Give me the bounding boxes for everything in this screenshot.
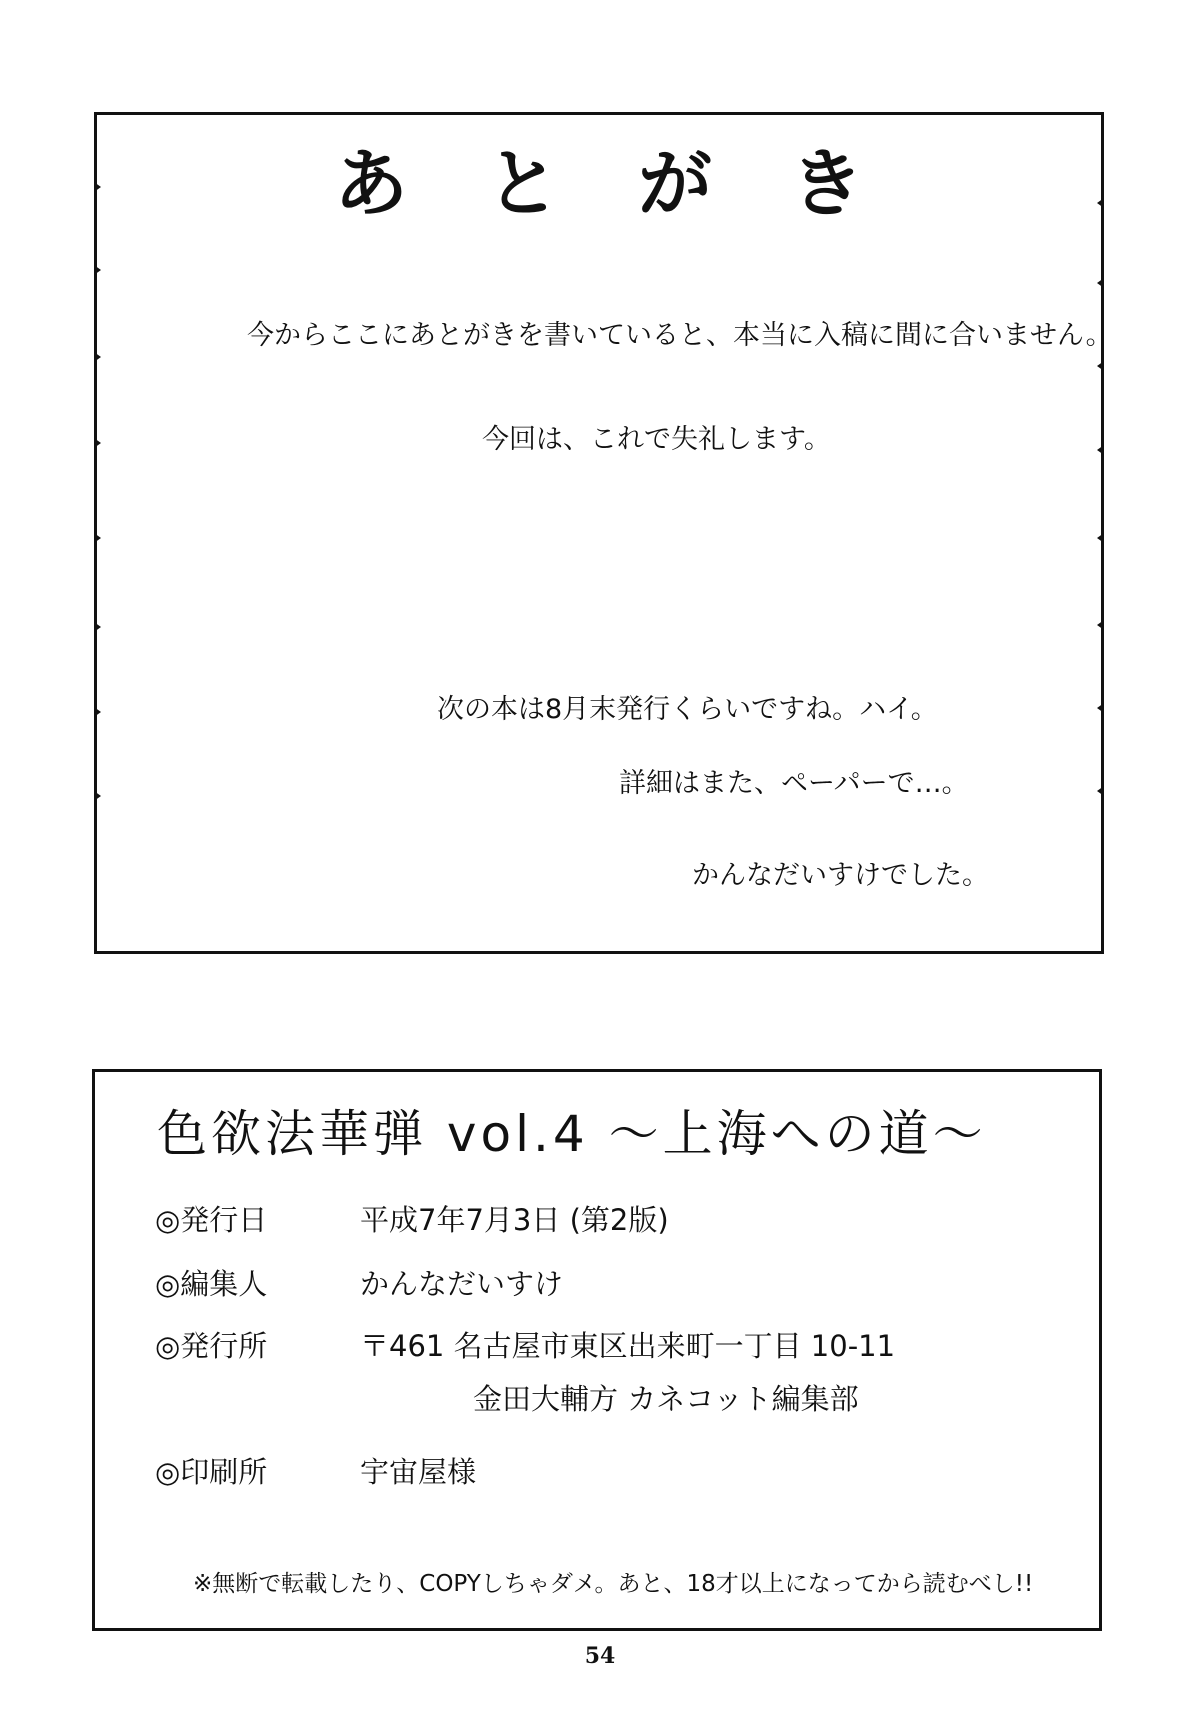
row-value: かんなだいすけ: [360, 1267, 564, 1301]
afterword-box: [94, 112, 1113, 954]
afterword-line: 今回は、これで失礼します。: [482, 424, 831, 455]
border-tab-mark: [94, 533, 101, 543]
publisher-row: [155, 1324, 895, 1365]
colophon-box: [92, 1069, 1102, 1631]
afterword-line: 今からここにあとがきを書いていると、本当に入稿に間に合いません。: [247, 320, 1113, 351]
border-tab-mark: [94, 707, 101, 717]
afterword-line: 詳細はまた、ペーパーで…。: [619, 768, 969, 799]
border-tab-mark: [94, 352, 101, 362]
row-label: ◎印刷所: [155, 1455, 268, 1489]
row-value: 平成7年7月3日 (第2版): [360, 1203, 669, 1237]
border-tab-mark: [1097, 786, 1104, 796]
page-number: 54: [584, 1643, 616, 1669]
afterword-line: 次の本は8月末発行くらいですね。ハイ。: [437, 694, 938, 725]
border-tab-mark: [1097, 361, 1104, 371]
border-tab-mark: [94, 622, 101, 632]
row-value: 〒461 名古屋市東区出来町一丁目 10-11: [360, 1329, 896, 1363]
copyright-warning: ※無断で転載したり、COPYしちゃダメ。あと、18才以上になってから読むべし!!: [193, 1571, 1034, 1597]
border-tab-mark: [1097, 620, 1104, 630]
publication-date-row: [155, 1198, 669, 1239]
border-tab-mark: [1097, 278, 1104, 288]
editor-row: [155, 1262, 563, 1303]
row-value: 宇宙屋様: [360, 1455, 477, 1489]
border-tab-mark: [94, 791, 101, 801]
row-label: ◎発行日: [155, 1203, 268, 1237]
border-tab-mark: [94, 438, 101, 448]
border-tab-mark: [94, 265, 101, 275]
afterword-title: あとがき: [334, 141, 942, 227]
border-tab-mark: [1097, 533, 1104, 543]
afterword-signature: かんなだいすけでした。: [692, 860, 989, 891]
book-title: 色欲法華弾 vol.4 〜上海への道〜: [157, 1105, 987, 1163]
printer-row: [155, 1450, 476, 1491]
row-label: ◎編集人: [155, 1267, 268, 1301]
border-tab-mark: [1097, 445, 1104, 455]
row-label: ◎発行所: [155, 1329, 268, 1363]
publisher-name: 金田大輔方 カネコット編集部: [473, 1382, 859, 1416]
border-tab-mark: [1097, 703, 1104, 713]
